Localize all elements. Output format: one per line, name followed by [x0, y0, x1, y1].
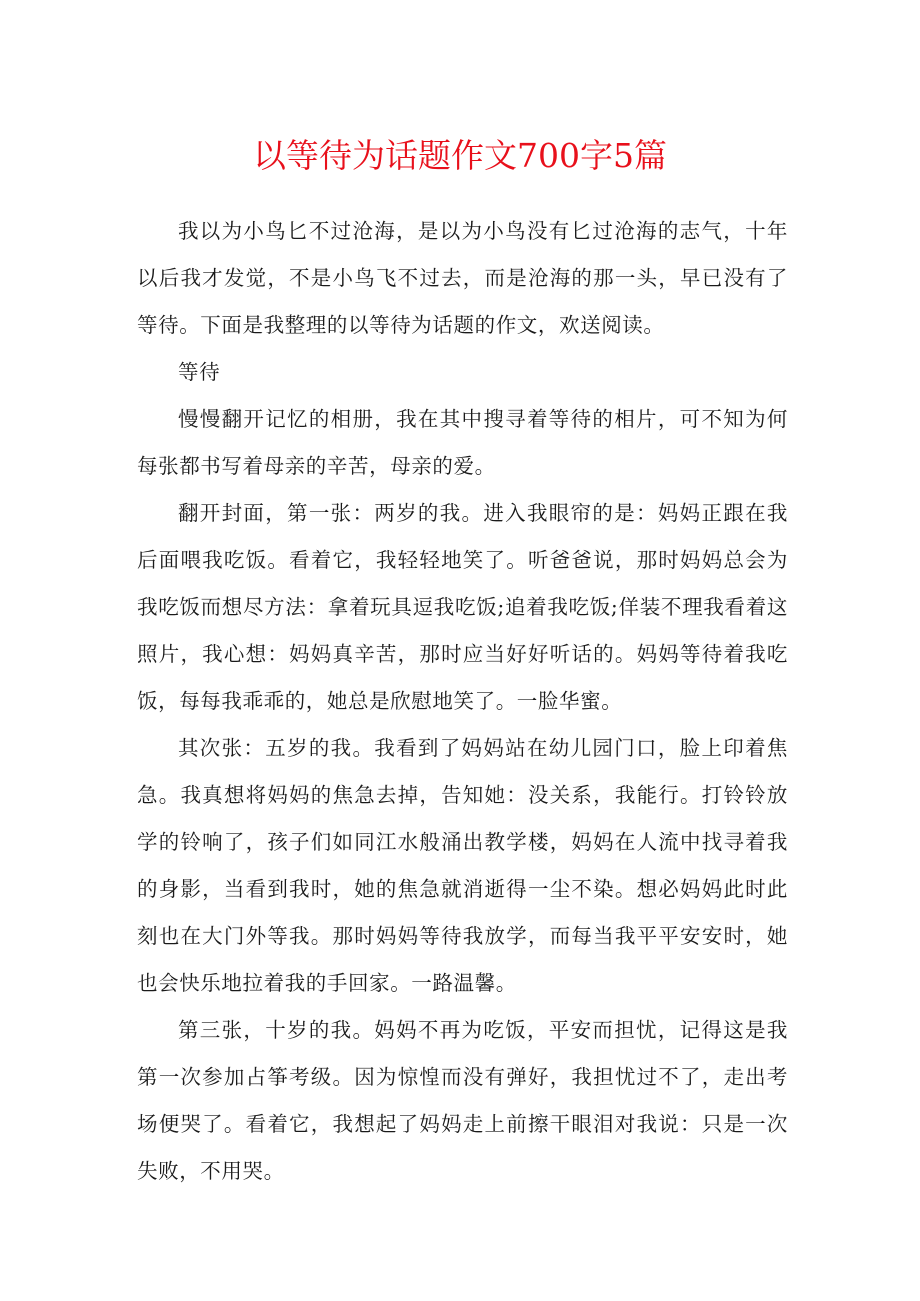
document-title: 以等待为话题作文700字5篇	[253, 136, 667, 175]
document-body	[137, 208, 788, 1195]
paragraph-second-photo: 其次张：五岁的我。我看到了妈妈站在幼儿园门口，脸上印着焦急。我真想将妈妈的焦急去掉，告知她：没关系，我能行。打铃铃放学的铃响了，孩子们如同江水般涌出教学楼，妈妈在人流中找寻着我的身影，当看到我时，她的焦急就消逝得一尘不染。想必妈妈此时此刻也在大门外等我。那时妈妈等待我放学，而每当我平平安安时，她也会快乐地拉着我的手回家。一路温馨。	[137, 736, 788, 995]
paragraph-third-photo: 第三张，十岁的我。妈妈不再为吃饭，平安而担忧，记得这是我第一次参加占筝考级。因为惊惶而没有弹好，我担忧过不了，走出考场便哭了。看着它，我想起了妈妈走上前擦干眼泪对我说：只是一次失败，不用哭。	[137, 1018, 788, 1183]
paragraph-album: 慢慢翻开记忆的相册，我在其中搜寻着等待的相片，可不知为何每张都书写着母亲的辛苦，母亲的爱。	[137, 407, 788, 478]
paragraph-subtitle: 等待	[178, 360, 221, 384]
paragraph-intro: 我以为小鸟匕不过沧海，是以为小鸟没有匕过沧海的志气，十年以后我才发觉，不是小鸟飞不过去，而是沧海的那一头，早已没有了等待。下面是我整理的以等待为话题的作文，欢送阅读。	[137, 219, 788, 337]
paragraph-first-photo: 翻开封面，第一张：两岁的我。进入我眼帘的是：妈妈正跟在我后面喂我吃饭。看着它，我轻轻地笑了。听爸爸说，那时妈妈总会为我吃饭而想尽方法：拿着玩具逗我吃饭;追着我吃饭;佯装不理我看着这照片，我心想：妈妈真辛苦，那时应当好好听话的。妈妈等待着我吃饭，每每我乖乖的，她总是欣慰地笑了。一脸华蜜。	[137, 501, 788, 713]
